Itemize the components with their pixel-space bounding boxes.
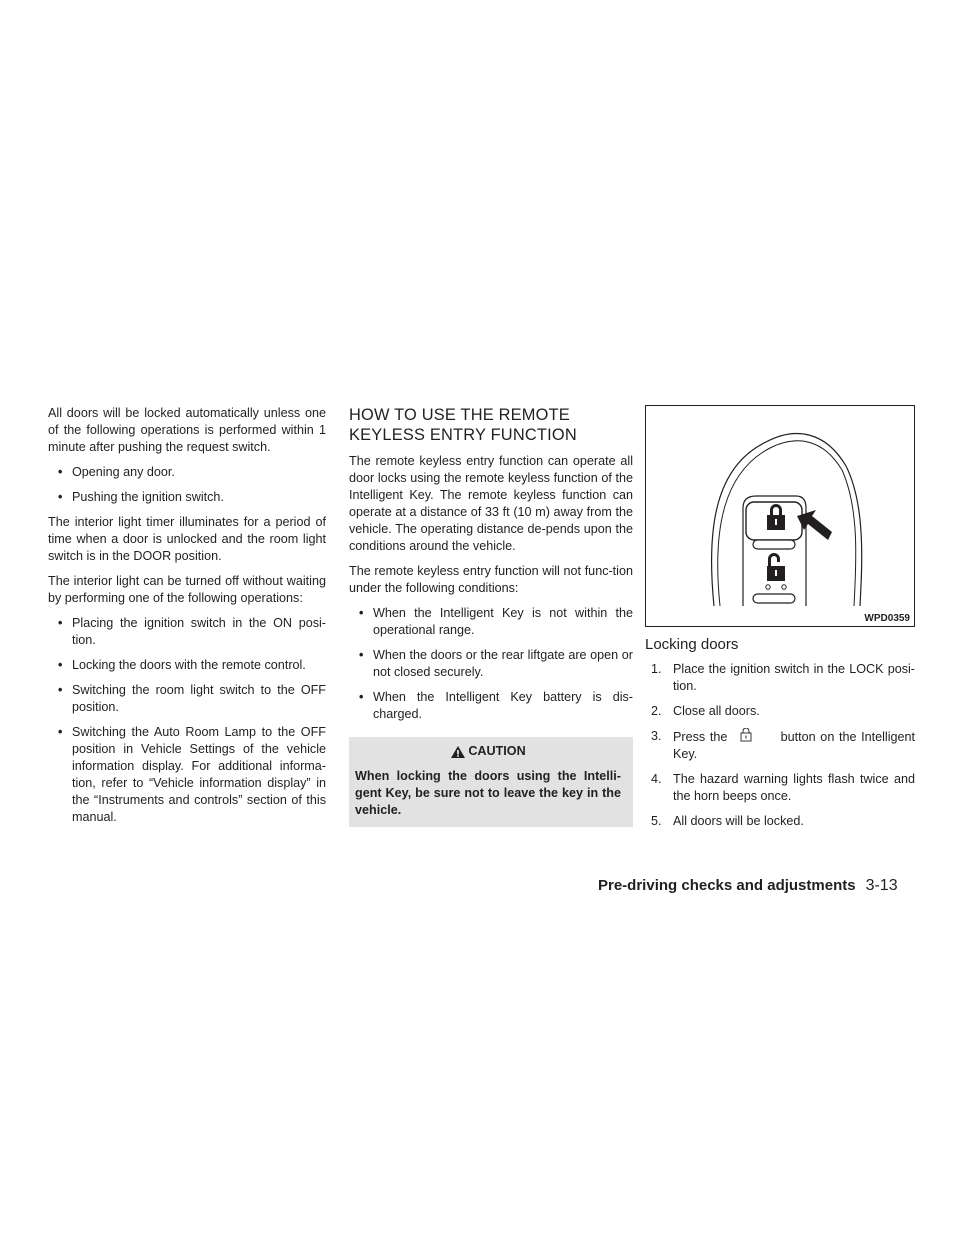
step-item: 5. All doors will be locked. — [651, 814, 804, 828]
paragraph-remote-keyless: The remote keyless entry function can operate all door locks using the remote keyless function of the Intelligent Key. The remote keyless function can operate at a distance of 33 ft (10 m) away from the vehicle. The operating distance de-pends upon the conditions around the vehicle. — [349, 454, 633, 553]
bullet-item: • Switching the Auto Room Lamp to the OFF position in Vehicle Settings of the vehicle information display. For additional informa-tion, refer to “Vehicle information display” in the “Instruments and controls” section of this manual. — [58, 725, 326, 824]
bullet-item: • Switching the room light switch to the OFF position. — [58, 683, 326, 714]
bullet-item: • Locking the doors with the remote control. — [58, 658, 306, 672]
step-item: 4. The hazard warning lights flash twice and the horn beeps once. — [651, 772, 915, 803]
footer-section-title: Pre-driving checks and adjustments — [598, 877, 856, 894]
bullet-item: • Opening any door. — [58, 465, 175, 479]
key-fob-figure — [645, 405, 915, 627]
unlock-icon — [768, 553, 780, 566]
figure-label: WPD0359 — [864, 613, 910, 624]
step-item: 1. Place the ignition switch in the LOCK posi-tion. — [651, 662, 915, 693]
intelligent-key-illustration — [646, 406, 914, 626]
bullet-item: • Placing the ignition switch in the ON posi-tion. — [58, 616, 326, 647]
caution-header — [355, 743, 621, 760]
column-left — [48, 405, 326, 834]
lock-button-icon — [732, 728, 776, 742]
caution-box — [349, 737, 633, 827]
page-number: 3-13 — [865, 877, 898, 894]
bullet-item: • When the doors or the rear liftgate are open or not closed securely. — [359, 648, 633, 679]
paragraph-not-function: The remote keyless entry function will not func-tion under the following conditions: — [349, 564, 633, 595]
page-footer — [598, 877, 918, 894]
step-item: 2. Close all doors. — [651, 704, 760, 718]
paragraph-light-off: The interior light can be turned off without waiting by performing one of the following operations: — [48, 574, 326, 605]
bullet-item: • Pushing the ignition switch. — [58, 490, 224, 504]
step-item: 3. Press the button on the Intelligent Key. — [651, 729, 916, 761]
bullet-item: • When the Intelligent Key is not within the operational range. — [359, 606, 633, 637]
column-middle — [349, 405, 633, 827]
caution-text: When locking the doors using the Intelli-gent Key, be sure not to leave the key in the vehicle. — [355, 769, 621, 817]
arrow-indicator — [797, 510, 832, 540]
section-heading: HOW TO USE THE REMOTE KEYLESS ENTRY FUNCTION — [349, 406, 577, 444]
bullet-item: • When the Intelligent Key battery is dis-charged. — [359, 690, 633, 721]
paragraph-light-timer: The interior light timer illuminates for a period of time when a door is unlocked and the room light switch is in the DOOR position. — [48, 515, 326, 563]
warning-triangle-icon — [450, 745, 466, 759]
subsection-heading: Locking doors — [645, 636, 739, 653]
caution-title: CAUTION — [468, 744, 526, 758]
column-right — [645, 405, 915, 838]
paragraph-auto-lock: All doors will be locked automatically unless one of the following operations is performed within 1 minute after pushing the request switch. — [48, 406, 326, 454]
